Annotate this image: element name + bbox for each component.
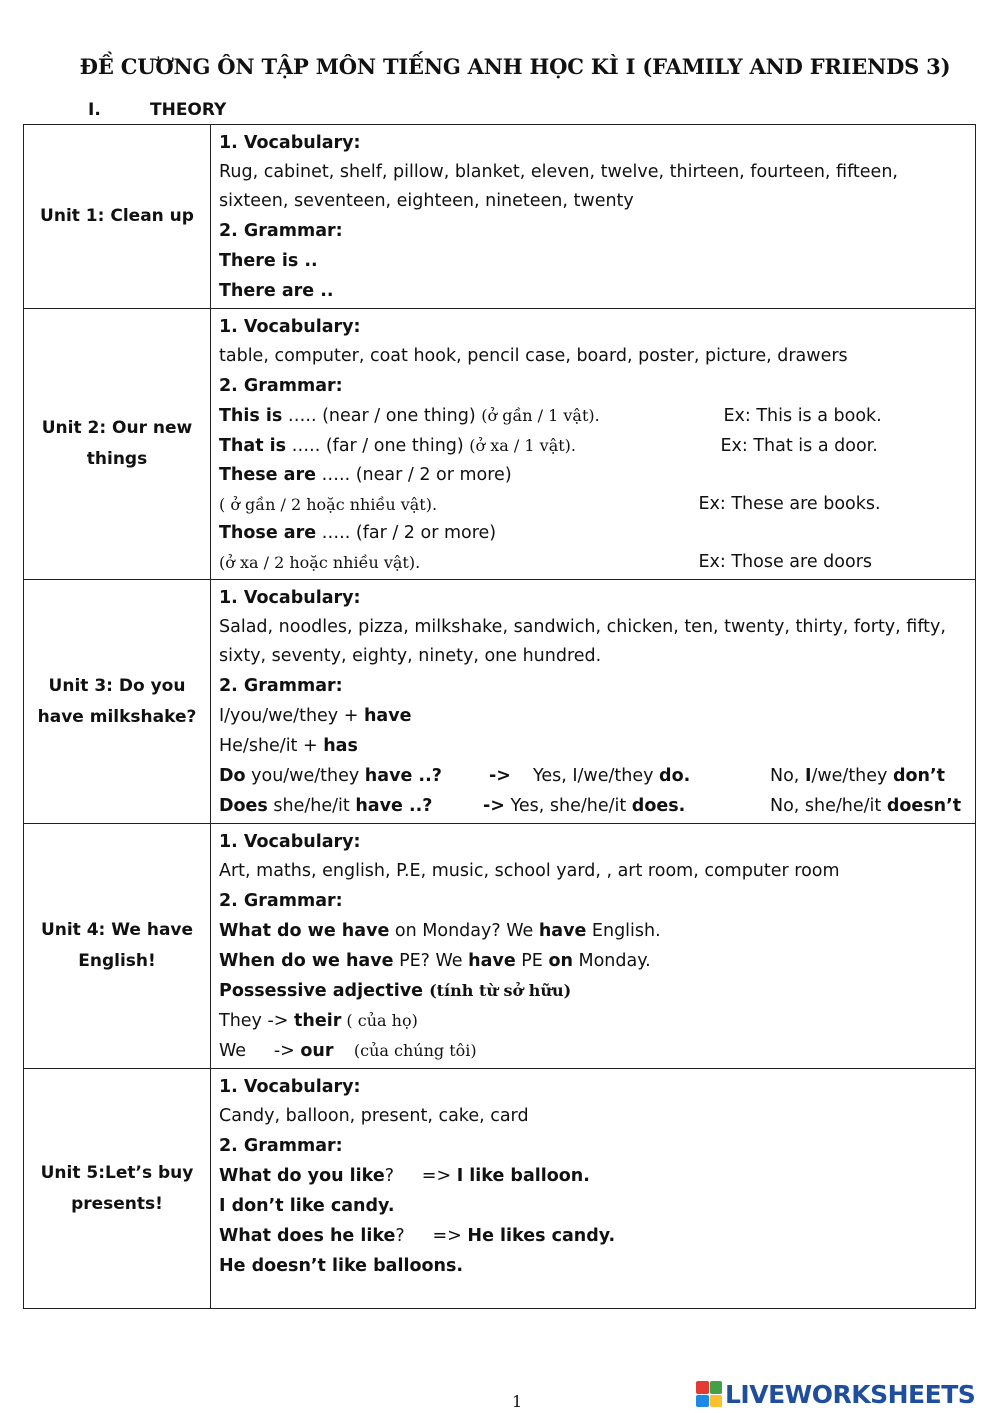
example: Ex: That is a door. xyxy=(720,436,878,456)
example: Ex: This is a book. xyxy=(723,406,882,426)
section-number: I. xyxy=(88,100,101,120)
unit-name: Unit 4: We have English! xyxy=(24,824,211,1069)
vocab-list: table, computer, coat hook, pencil case, board, poster, picture, drawers xyxy=(219,346,848,366)
unit-content xyxy=(211,1069,976,1309)
grammar-heading: 2. Grammar: xyxy=(219,676,343,696)
units-table xyxy=(23,124,976,1309)
vocab-list: Rug, cabinet, shelf, pillow, blanket, eleven, twelve, thirteen, fourteen, fifteen, sixteen, seventeen, eighteen, nineteen, twenty xyxy=(219,162,898,211)
grammar-line: Those are ….. (far / 2 or more) xyxy=(219,523,497,543)
grammar-line: These are ….. (near / 2 or more) xyxy=(219,465,512,485)
vocab-list: Art, maths, english, P.E, music, school yard, , art room, computer room xyxy=(219,861,840,881)
grammar-line: I don’t like candy. xyxy=(219,1196,395,1216)
grammar-line: Does she/he/it have ..? -> Yes, she/he/it does. No, she/he/it doesn’t xyxy=(219,796,962,816)
grammar-line: Do you/we/they have ..? -> Yes, I/we/they do. No, I/we/they don’t xyxy=(219,766,945,786)
document-title: ĐỀ CƯƠNG ÔN TẬP MÔN TIẾNG ANH HỌC KÌ I (FAMILY AND FRIENDS 3) xyxy=(79,54,951,79)
unit-name: Unit 1: Clean up xyxy=(24,125,211,309)
grammar-heading: 2. Grammar: xyxy=(219,221,343,241)
vocab-heading: 1. Vocabulary: xyxy=(219,317,361,337)
grammar-heading: 2. Grammar: xyxy=(219,1136,343,1156)
logo-squares-icon xyxy=(696,1381,722,1407)
example: Ex: Those are doors xyxy=(698,552,873,572)
unit-content xyxy=(211,580,976,824)
vocab-heading: 1. Vocabulary: xyxy=(219,588,361,608)
grammar-line: This is ….. (near / one thing) (ở gần / 1 vật). Ex: This is a book. xyxy=(219,401,967,431)
unit-content xyxy=(211,824,976,1069)
unit-row xyxy=(24,824,976,1069)
grammar-heading: 2. Grammar: xyxy=(219,891,343,911)
grammar-line: What does he like? => He likes candy. xyxy=(219,1226,616,1246)
grammar-line: (ở xa / 2 hoặc nhiều vật). Ex: Those are doors xyxy=(219,548,967,577)
grammar-line: There is .. xyxy=(219,251,318,271)
grammar-line: We -> our (của chúng tôi) xyxy=(219,1041,477,1061)
unit-row xyxy=(24,580,976,824)
grammar-line: Possessive adjective (tính từ sở hữu) xyxy=(219,981,572,1001)
unit-name: Unit 5:Let’s buy presents! xyxy=(24,1069,211,1309)
grammar-line: ( ở gần / 2 hoặc nhiều vật). Ex: These are books. xyxy=(219,490,967,519)
section-title: THEORY xyxy=(150,100,227,120)
grammar-line: He/she/it + has xyxy=(219,736,358,756)
unit-name: Unit 2: Our new things xyxy=(24,309,211,580)
vocab-list: Candy, balloon, present, cake, card xyxy=(219,1106,529,1126)
grammar-line: I/you/we/they + have xyxy=(219,706,412,726)
unit-name: Unit 3: Do you have milkshake? xyxy=(24,580,211,824)
grammar-line: What do we have on Monday? We have English. xyxy=(219,921,661,941)
unit-row xyxy=(24,1069,976,1309)
section-heading xyxy=(88,100,226,120)
liveworksheets-logo[interactable] xyxy=(696,1378,975,1410)
vocab-heading: 1. Vocabulary: xyxy=(219,133,361,153)
vocab-heading: 1. Vocabulary: xyxy=(219,1077,361,1097)
unit-row xyxy=(24,309,976,580)
grammar-line: They -> their ( của họ) xyxy=(219,1011,418,1031)
grammar-line: When do we have PE? We have PE on Monday. xyxy=(219,951,651,971)
grammar-line: He doesn’t like balloons. xyxy=(219,1256,464,1276)
page-number: 1 xyxy=(512,1392,523,1411)
unit-row xyxy=(24,125,976,309)
vocab-heading: 1. Vocabulary: xyxy=(219,832,361,852)
unit-content xyxy=(211,125,976,309)
grammar-line: That is ….. (far / one thing) (ở xa / 1 vật). Ex: That is a door. xyxy=(219,431,967,461)
vocab-list: Salad, noodles, pizza, milkshake, sandwich, chicken, ten, twenty, thirty, forty, fifty, sixty, seventy, eighty, ninety, one hundred. xyxy=(219,617,946,666)
unit-content xyxy=(211,309,976,580)
grammar-line: What do you like? => I like balloon. xyxy=(219,1166,590,1186)
example: Ex: These are books. xyxy=(698,494,881,514)
grammar-line: There are .. xyxy=(219,281,334,301)
brand-name: LIVEWORKSHEETS xyxy=(725,1379,976,1409)
grammar-heading: 2. Grammar: xyxy=(219,376,343,396)
